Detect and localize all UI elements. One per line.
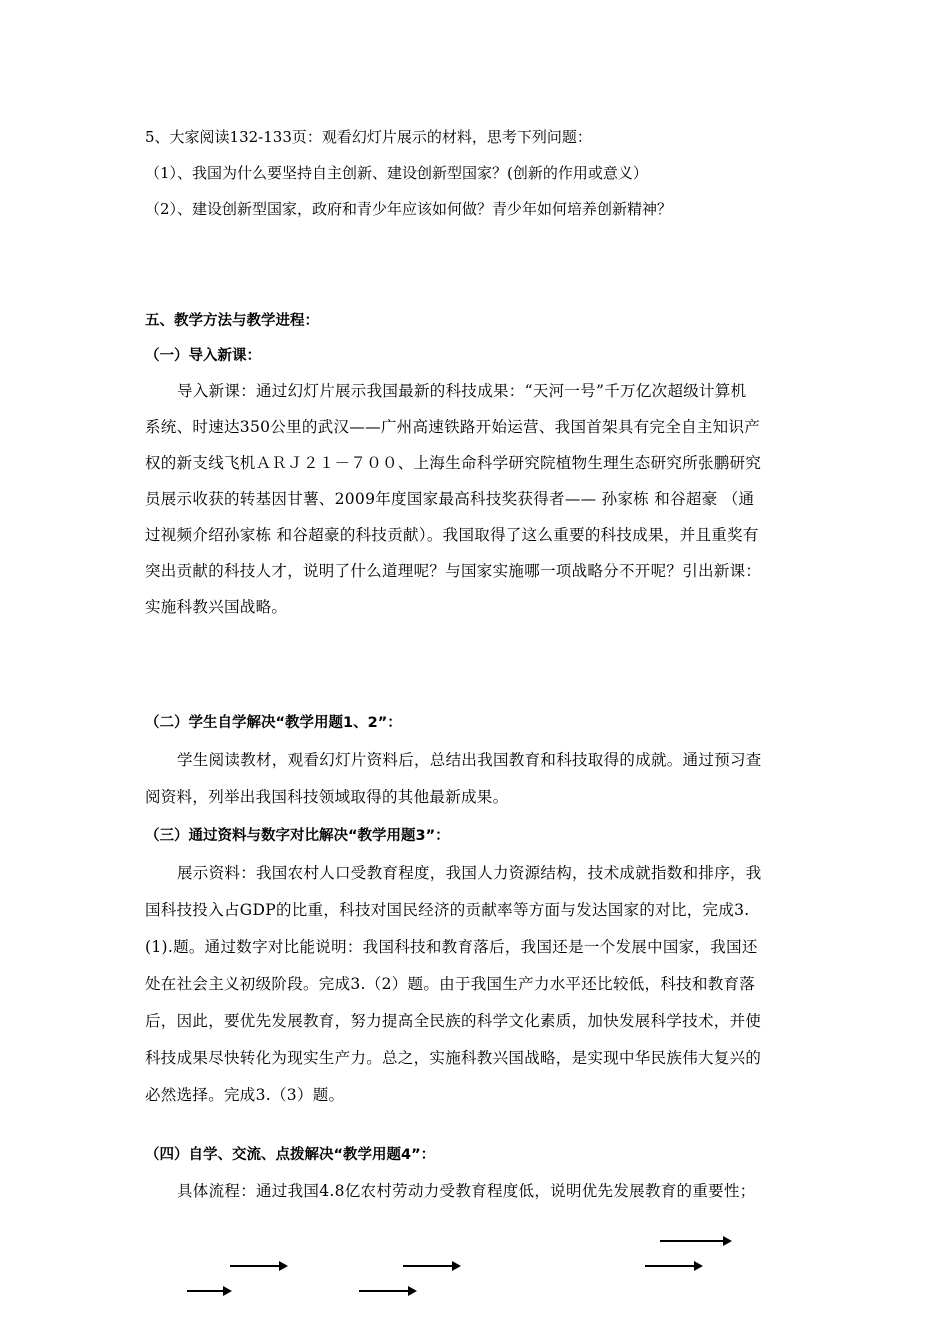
part3-line: 处在社会主义初级阶段。完成3.（2）题。由于我国生产力水平还比较低，科技和教育落 <box>145 975 756 993</box>
part1-line: 过视频介绍孙家栋 和谷超豪的科技贡献）。我国取得了这么重要的科技成果，并且重奖有 <box>145 526 759 544</box>
flow-arrow-icon <box>359 1290 415 1292</box>
part3-line: 科技成果尽快转化为现实生产力。总之，实施科教兴国战略，是实现中华民族伟大复兴的 <box>145 1049 762 1067</box>
part2-line: 学生阅读教材，观看幻灯片资料后，总结出我国教育和科技取得的成就。通过预习查 <box>177 751 762 769</box>
section-heading: 五、教学方法与教学进程： <box>145 313 319 329</box>
part1-line: 突出贡献的科技人才，说明了什么道理呢？与国家实施哪一项战略分不开呢？引出新课： <box>145 562 762 580</box>
part4-line: 具体流程：通过我国4.8亿农村劳动力受教育程度低，说明优先发展教育的重要性； <box>177 1182 756 1200</box>
question-5: 5、大家阅读132-133页：观看幻灯片展示的材料，思考下列问题： <box>145 128 592 146</box>
flow-arrow-icon <box>660 1240 730 1242</box>
part3-line: 必然选择。完成3.（3）题。 <box>145 1086 345 1104</box>
part1-line: 实施科教兴国战略。 <box>145 598 288 616</box>
question-5-1: （1）、我国为什么要坚持自主创新、建设创新型国家？(创新的作用或意义） <box>145 164 648 182</box>
flow-arrow-icon <box>187 1290 230 1292</box>
part3-heading: （三）通过资料与数字对比解决“教学用题3”： <box>145 828 450 844</box>
flow-arrow-icon <box>230 1265 286 1267</box>
flow-arrow-icon <box>403 1265 459 1267</box>
part1-line: 系统、时速达350公里的武汉——广州高速铁路开始运营、我国首架具有完全自主知识产 <box>145 418 761 436</box>
part2-line: 阅资料，列举出我国科技领域取得的其他最新成果。 <box>145 788 509 806</box>
flow-arrow-icon <box>645 1265 701 1267</box>
part1-line: 权的新支线飞机ＡＲＪ２１－７００、上海生命科学研究院植物生理生态研究所张鹏研究 <box>145 454 762 472</box>
part3-line: 展示资料：我国农村人口受教育程度，我国人力资源结构，技术成就指数和排序，我 <box>177 864 762 882</box>
part2-heading: （二）学生自学解决“教学用题1、2”： <box>145 715 402 731</box>
part3-line: 国科技投入占GDP的比重，科技对国民经济的贡献率等方面与发达国家的对比，完成3. <box>145 901 750 919</box>
part3-line: 后，因此，要优先发展教育，努力提高全民族的科学文化素质，加快发展科学技术，并使 <box>145 1012 762 1030</box>
question-5-2: （2）、建设创新型国家，政府和青少年应该如何做？青少年如何培养创新精神？ <box>145 200 673 218</box>
part1-line: 员展示收获的转基因甘薯、2009年度国家最高科技奖获得者—— 孙家栋 和谷超豪 （通 <box>145 490 755 508</box>
part3-line: (1).题。通过数字对比能说明：我国科技和教育落后，我国还是一个发展中国家，我国还 <box>145 938 758 956</box>
part1-line: 导入新课：通过幻灯片展示我国最新的科技成果：“天河一号”千万亿次超级计算机 <box>177 382 747 400</box>
part1-heading: （一）导入新课： <box>145 348 261 364</box>
part4-heading: （四）自学、交流、点拨解决“教学用题4”： <box>145 1147 436 1163</box>
